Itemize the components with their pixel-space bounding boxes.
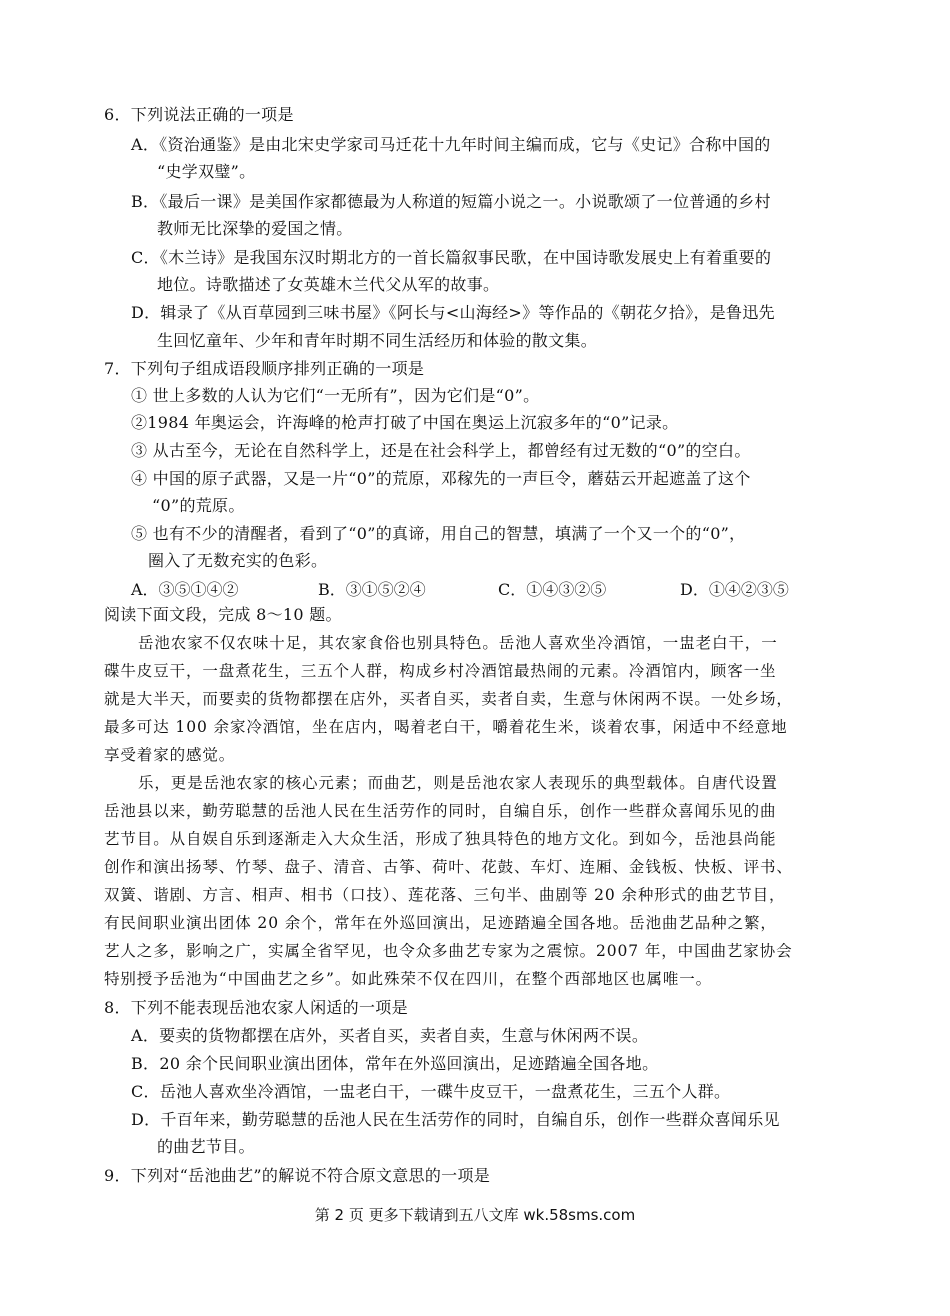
q7-sentence-3: ③ 从古至今，无论在自然科学上，还是在社会科学上，都曾经有过无数的“0”的空白。: [131, 441, 751, 460]
passage-p1-line1: 岳池农家不仅农味十足，其农家食俗也别具特色。岳池人喜欢坐冷酒馆，一盅老白干，一: [138, 634, 778, 652]
passage-p1-line3: 就是大半天，而要卖的货物都摆在店外，买者自买，卖者自卖，生意与休闲两不误。一处乡场，: [104, 690, 793, 708]
q8-option-d-line1: D．千百年来，勤劳聪慧的岳池人民在生活劳作的同时，自编自乐，创作一些群众喜闻乐见: [131, 1110, 780, 1129]
q8-option-a: A．要卖的货物都摆在店外，买者自买，卖者自卖，生意与休闲两不误。: [131, 1026, 649, 1045]
q7-sentence-4-line2: “0”的荒原。: [152, 496, 245, 515]
q6-option-b-line2: 教师无比深挚的爱国之情。: [157, 219, 353, 238]
q6-option-d-line1: D．辑录了《从百草园到三味书屋》《阿长与<山海经>》等作品的《朝花夕拾》，是鲁迅先: [131, 303, 775, 322]
q7-sentence-1: ① 世上多数的人认为它们“一无所有”，因为它们是“0”。: [131, 386, 540, 405]
passage-p1-line2: 碟牛皮豆干，一盘煮花生，三五个人群，构成乡村冷酒馆最热闹的元素。冷酒馆内，顾客一坐: [104, 662, 777, 680]
q7-sentence-4-line1: ④ 中国的原子武器，又是一片“0”的荒原，邓稼先的一声巨令，蘑菇云开起遮盖了这个: [131, 469, 751, 488]
reading-intro: 阅读下面文段，完成 8～10 题。: [104, 605, 342, 624]
q8-option-b: B．20 余个民间职业演出团体，常年在外巡回演出，足迹踏遍全国各地。: [131, 1054, 659, 1073]
q6-option-c-line1: C．《木兰诗》是我国东汉时期北方的一首长篇叙事民歌，在中国诗歌发展史上有着重要的: [131, 248, 772, 267]
q7-stem: 7．下列句子组成语段顺序排列正确的一项是: [104, 359, 425, 378]
q6-option-a-line1: A．《资治通鉴》是由北宋史学家司马迁花十九年时间主编而成，它与《史记》合称中国的: [131, 135, 771, 154]
q7-sentence-5-line1: ⑤ 也有不少的清醒者，看到了“0”的真谛，用自己的智慧，填满了一个又一个的“0”，: [131, 524, 746, 543]
passage-p2-line2: 岳池县以来，勤劳聪慧的岳池人民在生活劳作的同时，自编自乐，创作一些群众喜闻乐见的曲: [104, 802, 777, 820]
q7-sentence-2: ②1984 年奥运会，许海峰的枪声打破了中国在奥运上沉寂多年的“0”记录。: [131, 413, 679, 432]
page-footer: 第 2 页 更多下载请到五八文库 wk.58sms.com: [314, 1206, 636, 1224]
passage-p2-line7: 艺人之多，影响之广，实属全省罕见，也令众多曲艺专家为之震惊。2007 年，中国曲艺家协会: [104, 942, 793, 960]
q7-sentence-5-line2: 圈入了无数充实的色彩。: [148, 551, 328, 570]
passage-p1-line5: 享受着家的感觉。: [104, 746, 236, 764]
passage-p2-line5: 双簧、谐剧、方言、相声、相书（口技）、莲花落、三句半、曲剧等 20 余种形式的曲艺节目，: [104, 886, 786, 904]
q7-option-a: A．③⑤①④②: [131, 580, 239, 599]
passage-p2-line8: 特别授予岳池为“中国曲艺之乡”。如此殊荣不仅在四川，在整个西部地区也属唯一。: [104, 970, 713, 988]
q9-stem: 9．下列对“岳池曲艺”的解说不符合原文意思的一项是: [104, 1166, 491, 1185]
q7-option-b: B．③①⑤②④: [318, 580, 426, 599]
q8-stem: 8．下列不能表现岳池农家人闲适的一项是: [104, 998, 408, 1017]
passage-p2-line1: 乐，更是岳池农家的核心元素；而曲艺，则是岳池农家人表现乐的典型载体。自唐代设置: [138, 774, 778, 792]
q6-option-a-line2: “史学双璧”。: [157, 162, 256, 181]
passage-p2-line4: 创作和演出扬琴、竹琴、盘子、清音、古筝、荷叶、花鼓、车灯、连厢、金钱板、快板、评书、: [104, 858, 793, 876]
q8-option-d-line2: 的曲艺节目。: [157, 1137, 255, 1156]
q7-option-d: D．①④②③⑤: [680, 580, 789, 599]
q6-option-c-line2: 地位。诗歌描述了女英雄木兰代父从军的故事。: [157, 275, 500, 294]
q6-stem: 6．下列说法正确的一项是: [104, 105, 294, 124]
passage-p2-line3: 艺节目。从自娱自乐到逐渐走入大众生活，形成了独具特色的地方文化。到如今，岳池县尚能: [104, 830, 777, 848]
q7-option-c: C．①④③②⑤: [498, 580, 607, 599]
passage-p1-line4: 最多可达 100 余家冷酒馆，坐在店内，喝着老白干，嚼着花生米，谈着农事，闲适中不经意地: [104, 718, 788, 736]
q6-option-d-line2: 生回忆童年、少年和青年时期不同生活经历和体验的散文集。: [157, 331, 598, 350]
passage-p2-line6: 有民间职业演出团体 20 余个，常年在外巡回演出，足迹踏遍全国各地。岳池曲艺品种之繁，: [104, 914, 777, 932]
q6-option-b-line1: B．《最后一课》是美国作家都德最为人称道的短篇小说之一。小说歌颂了一位普通的乡村: [131, 192, 771, 211]
q8-option-c: C．岳池人喜欢坐冷酒馆，一盅老白干，一碟牛皮豆干，一盘煮花生，三五个人群。: [131, 1082, 731, 1101]
